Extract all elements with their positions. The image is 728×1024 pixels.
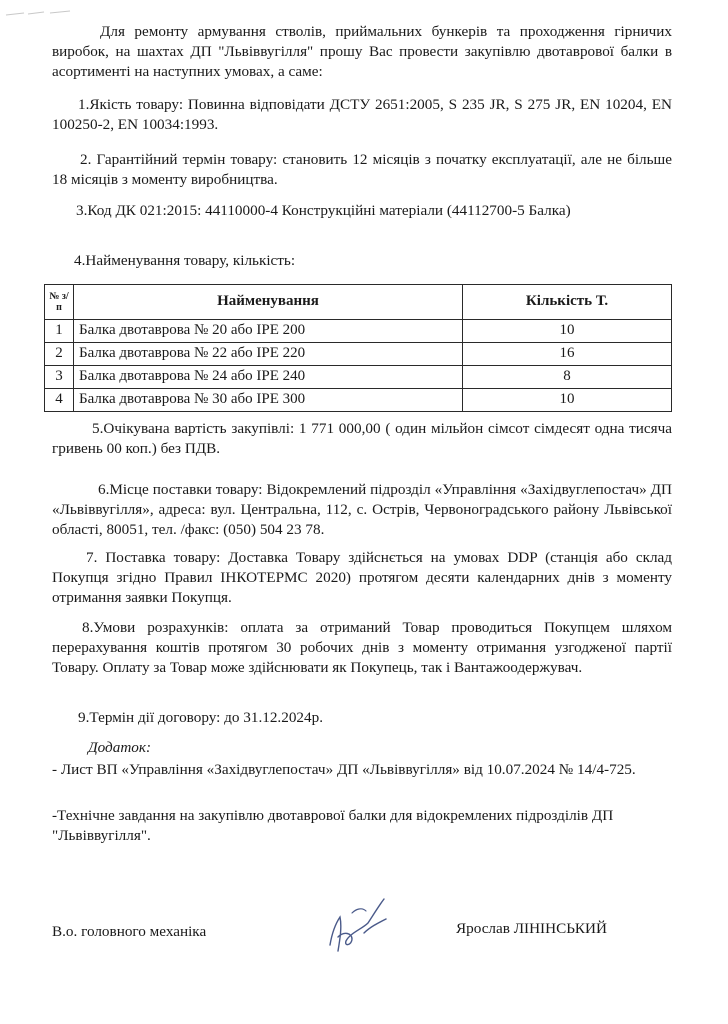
handwritten-signature bbox=[322, 893, 398, 957]
table-header-row bbox=[45, 285, 672, 320]
warranty-text: 2. Гарантійний термін товару: становить 12 місяців з початку експлуатації, але не більше 18 місяців з моменту виробництва. bbox=[52, 151, 672, 189]
attachments-title: Додаток: bbox=[88, 739, 152, 756]
cell-name: Балка двотаврова № 30 або IPE 300 bbox=[74, 389, 463, 412]
table-row bbox=[45, 343, 672, 366]
cell-num: 1 bbox=[45, 320, 74, 343]
cell-qty: 10 bbox=[463, 320, 672, 343]
delivery-paragraph bbox=[52, 548, 672, 608]
code-paragraph bbox=[52, 201, 672, 221]
goods-heading bbox=[52, 251, 672, 271]
payment-paragraph bbox=[52, 618, 672, 678]
quality-paragraph bbox=[52, 95, 672, 135]
intro-text: Для ремонту армування стволів, приймальних бункерів та проходження гірничих виробок, на шахтах ДП "Львіввугілля" прошу Вас провести закупівлю двотаврової балки в асортименті на наступних умовах, а саме: bbox=[52, 23, 672, 81]
attachment-item: -Технічне завдання на закупівлю двотаврової балки для відокремлених підрозділів ДП "Львіввугілля". bbox=[52, 807, 614, 845]
delivery-text: 7. Поставка товару: Доставка Товару здійснється на умовах DDP (станція або склад Покупця згідно Правил ІНКОТЕРМС 2020) протягом десяти календарних днів з моменту отримання заявки Покупця. bbox=[52, 549, 672, 607]
goods-heading-text: 4.Найменування товару, кількість: bbox=[74, 252, 296, 269]
cost-paragraph bbox=[52, 419, 672, 459]
table-row bbox=[45, 366, 672, 389]
signer-position: В.о. головного механіка bbox=[52, 923, 207, 940]
attachment-item: - Лист ВП «Управління «Західвуглепостач» ДП «Львіввугілля» від 10.07.2024 № 14/4-725. bbox=[52, 761, 636, 778]
cell-num: 4 bbox=[45, 389, 74, 412]
table-row bbox=[45, 389, 672, 412]
term-paragraph bbox=[52, 708, 672, 728]
cell-name: Балка двотаврова № 24 або IPE 240 bbox=[74, 366, 463, 389]
cell-num: 2 bbox=[45, 343, 74, 366]
place-paragraph bbox=[52, 480, 672, 540]
header-qty: Кількість Т. bbox=[463, 285, 672, 320]
cell-qty: 8 bbox=[463, 366, 672, 389]
warranty-paragraph bbox=[52, 150, 672, 190]
cell-name: Балка двотаврова № 20 або IPE 200 bbox=[74, 320, 463, 343]
cell-qty: 10 bbox=[463, 389, 672, 412]
cell-qty: 16 bbox=[463, 343, 672, 366]
table-row bbox=[45, 320, 672, 343]
signer-name: Ярослав ЛІНІНСЬКИЙ bbox=[456, 920, 607, 937]
term-text: 9.Термін дії договору: до 31.12.2024р. bbox=[78, 709, 323, 726]
place-text: 6.Місце поставки товару: Відокремлений підрозділ «Управління «Західвуглепостач» ДП «Львіввугілля», адреса: вул. Центральна, 112, с. Острів, Червоноградського району Львівської області, 80051, тел. /факс: (050) 504 23 78. bbox=[52, 481, 672, 539]
header-num: № з/п bbox=[45, 285, 74, 320]
goods-table bbox=[44, 284, 672, 412]
header-name: Найменування bbox=[74, 285, 463, 320]
intro-paragraph bbox=[52, 22, 672, 82]
quality-text: 1.Якість товару: Повинна відповідати ДСТУ 2651:2005, S 235 JR, S 275 JR, EN 10204, EN 100250-2, EN 10034:1993. bbox=[52, 96, 672, 134]
payment-text: 8.Умови розрахунків: оплата за отриманий Товар проводиться Покупцем шляхом перерахування коштів протягом 30 робочих днів з моменту отримання узгодженої партії Товару. Оплату за Товар може здійснювати як Покупець, так і Вантажоодержувач. bbox=[52, 619, 672, 677]
code-text: 3.Код ДК 021:2015: 44110000-4 Конструкційні матеріали (44112700-5 Балка) bbox=[76, 202, 571, 219]
cost-text: 5.Очікувана вартість закупівлі: 1 771 000,00 ( один мільйон сімсот сімдесят одна тисяча гривень 00 коп.) без ПДВ. bbox=[52, 420, 672, 458]
cell-name: Балка двотаврова № 22 або IPE 220 bbox=[74, 343, 463, 366]
scan-corner-mark bbox=[4, 6, 74, 20]
cell-num: 3 bbox=[45, 366, 74, 389]
